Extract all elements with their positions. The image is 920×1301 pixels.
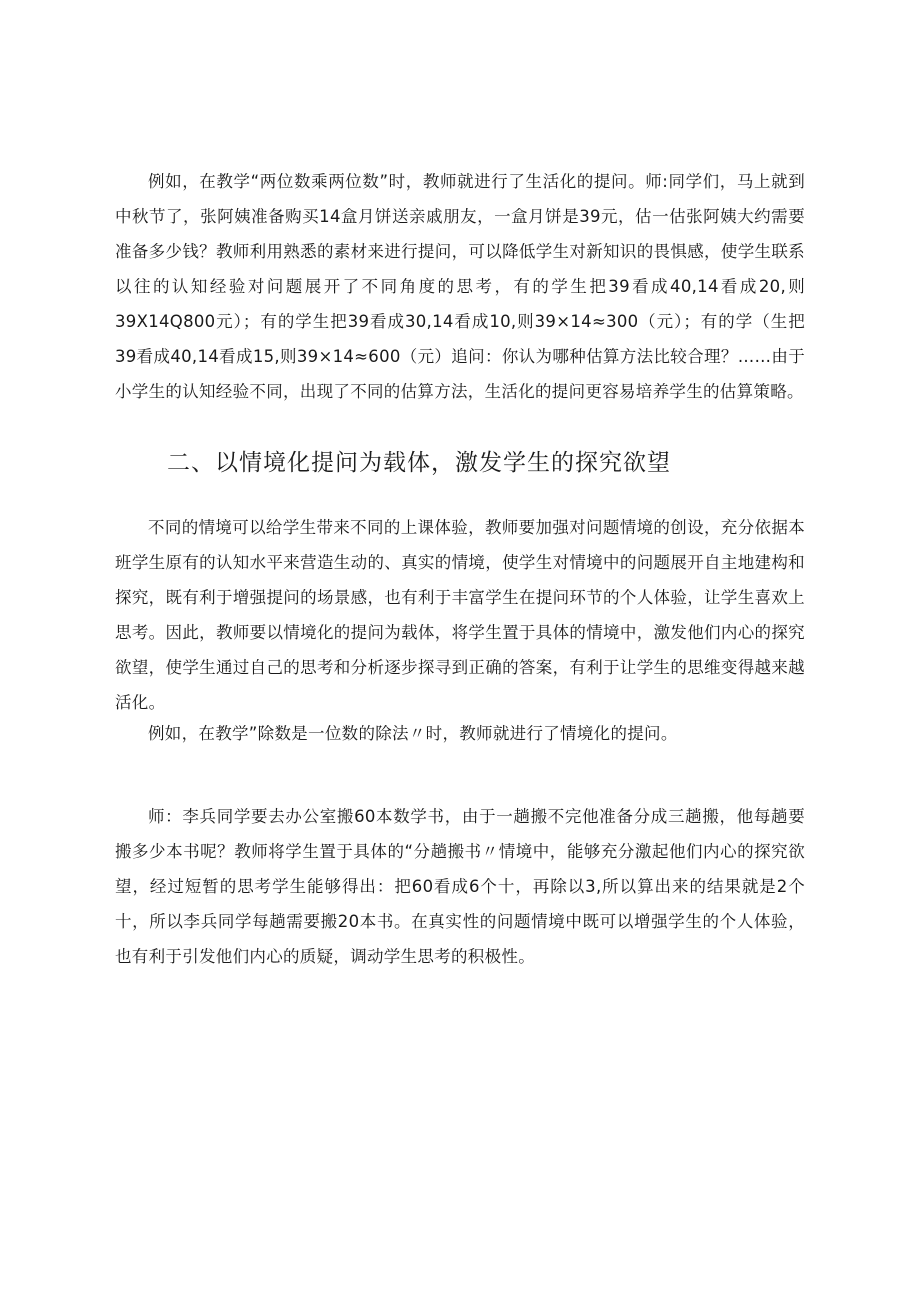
paragraph-example-division: 例如，在教学”除数是一位数的除法〃时，教师就进行了情境化的提问。 xyxy=(148,724,678,743)
section-heading-2: 二、以情境化提问为载体，激发学生的探究欲望 xyxy=(167,450,671,476)
paragraph-example-multiplication: 例如，在教学“两位数乘两位数”时，教师就进行了生活化的提问。师:同学们，马上就到中秋节了，张阿姨准备购买14盒月饼送亲戚朋友，一盒月饼是39元，估一估张阿姨大约需要准备多少钱？教师利用熟悉的素材来进行提问，可以降低学生对新知识的畏惧感，使学生联系以往的认知经验对问题展开了不同角度的思考，有的学生把39看成40,14看成20,则39X14Q800元）；有的学生把39看成30,14看成10,则39×14≈300（元）；有的学（生把39看成40,14看成15,则39×14≈600（元）追问：你认为哪种估算方法比较合理？……由于小学生的认知经验不同，出现了不同的估算方法，生活化的提问更容易培养学生的估算策略。 xyxy=(115,172,805,401)
paragraph-situational-questions: 不同的情境可以给学生带来不同的上课体验，教师要加强对问题情境的创设，充分依据本班学生原有的认知水平来营造生动的、真实的情境，使学生对情境中的问题展开自主地建构和探究，既有利于增强提问的场景感，也有利于丰富学生在提问环节的个人体验，让学生喜欢上思考。因此，教师要以情境化的提问为载体，将学生置于具体的情境中，激发他们内心的探究欲望，使学生通过自己的思考和分析逐步探寻到正确的答案，有利于让学生的思维变得越来越活化。 xyxy=(115,518,805,712)
paragraph-teacher-dialogue: 师：李兵同学要去办公室搬60本数学书，由于一趟搬不完他准备分成三趟搬，他每趟要搬多少本书呢？教师将学生置于具体的“分趟搬书〃情境中，能够充分激起他们内心的探究欲望，经过短暂的思考学生能够得出：把60看成6个十，再除以3,所以算出来的结果就是2个十，所以李兵同学每趟需要搬20本书。在真实性的问题情境中既可以增强学生的个人体验，也有利于引发他们内心的质疑，调动学生思考的积极性。 xyxy=(115,807,805,966)
